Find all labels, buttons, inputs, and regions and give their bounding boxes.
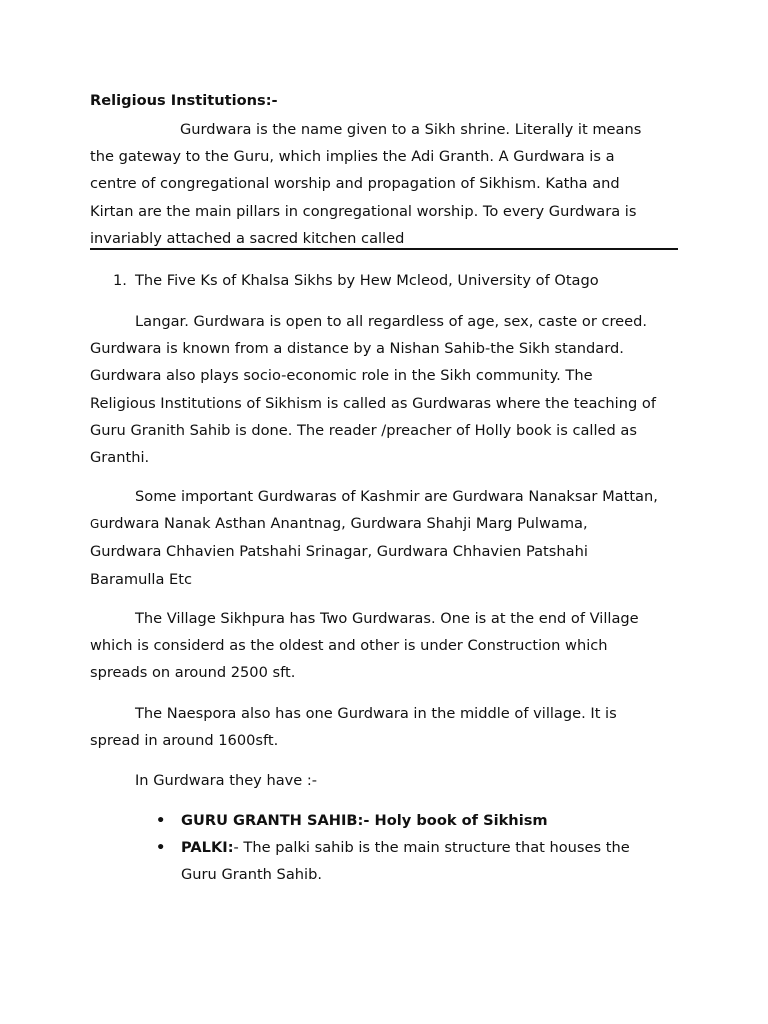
bullet-text: GURU GRANTH SAHIB:- Holy book of Sikhism (181, 812, 548, 829)
footnote-separator (90, 248, 678, 250)
text-line: Gurdwara also plays socio-economic role in the Sikh community. The (90, 367, 593, 385)
text-line: The Village Sikhpura has Two Gurdwaras. One is at the end of Village (135, 610, 639, 627)
text-line (90, 510, 680, 538)
text-line: Granthi. (90, 449, 150, 467)
bullet-icon: • (156, 812, 166, 829)
text-span: - The palki sahib is the main structure that houses the (233, 839, 630, 856)
bullet-item-palki (156, 834, 676, 888)
langar-paragraph (90, 308, 680, 471)
sikhpura-paragraph (90, 605, 680, 687)
text-line: invariably attached a sacred kitchen called (90, 229, 405, 247)
small-initial-letter: G (90, 517, 100, 532)
intro-paragraph (90, 116, 680, 252)
text-line: The Naespora also has one Gurdwara in the middle of village. It is (135, 705, 617, 722)
text-line: Kirtan are the main pillars in congregational worship. To every Gurdwara is (90, 202, 637, 220)
text-line: which is considerd as the oldest and other is under Construction which (90, 637, 608, 655)
bullet-text (181, 834, 676, 888)
text-line: Guru Granith Sahib is done. The reader /preacher of Holly book is called as (90, 421, 637, 439)
reference-text: The Five Ks of Khalsa Sikhs by Hew Mcleod, University of Otago (135, 272, 599, 289)
text-line: spreads on around 2500 sft. (90, 664, 296, 682)
text-span: urdwara Nanak Asthan Anantnag, Gurdwara Shahji Marg Pulwama, (99, 515, 588, 533)
text-line: Langar. Gurdwara is open to all regardless of age, sex, caste or creed. (135, 313, 648, 330)
text-line: Guru Granth Sahib. (181, 866, 322, 884)
text-line: Some important Gurdwaras of Kashmir are Gurdwara Nanaksar Mattan, (135, 488, 658, 505)
text-line: centre of congregational worship and propagation of Sikhism. Katha and (90, 175, 620, 193)
have-intro-paragraph (90, 767, 680, 794)
text-line: spread in around 1600sft. (90, 732, 279, 750)
text-line: Gurdwara is the name given to a Sikh shrine. Literally it means (180, 121, 642, 138)
bullet-item-guru-granth-sahib (156, 807, 676, 834)
text-line: In Gurdwara they have :- (135, 772, 318, 789)
text-line: Gurdwara is known from a distance by a Nishan Sahib-the Sikh standard. (90, 340, 624, 358)
kashmir-gurdwaras-paragraph (90, 483, 680, 593)
bullet-label: PALKI: (181, 839, 234, 856)
section-heading: Religious Institutions:- (90, 92, 278, 109)
reference-item (113, 271, 599, 291)
text-line: the gateway to the Guru, which implies the Adi Granth. A Gurdwara is a (90, 148, 615, 166)
text-line: Religious Institutions of Sikhism is called as Gurdwaras where the teaching of (90, 394, 656, 412)
naespora-paragraph (90, 700, 680, 754)
text-line: Baramulla Etc (90, 570, 193, 588)
text-line: Gurdwara Chhavien Patshahi Srinagar, Gurdwara Chhavien Patshahi (90, 543, 588, 561)
reference-number: 1. (113, 272, 127, 289)
bullet-icon: • (156, 839, 166, 856)
